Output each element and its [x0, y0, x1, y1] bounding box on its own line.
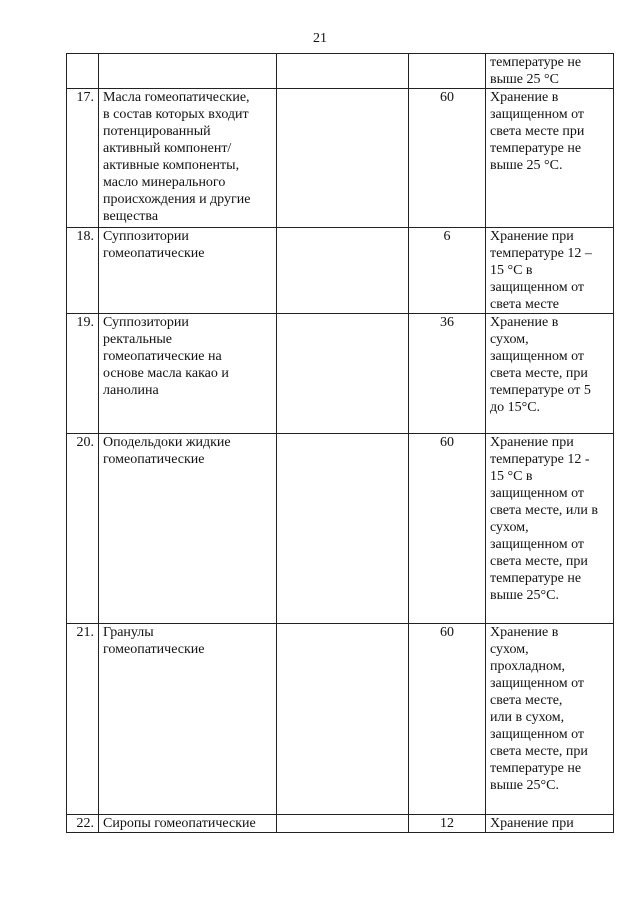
storage-condition: температуре не выше 25 °С	[490, 55, 582, 87]
shelf-life-cell: 60	[409, 434, 486, 624]
storage-conditions-table	[66, 53, 614, 833]
row-number-cell: 22.	[67, 815, 99, 833]
shelf-life-cell: 60	[409, 89, 486, 228]
empty-cell	[277, 54, 409, 89]
shelf-life-cell: 6	[409, 228, 486, 314]
page-number: 21	[313, 31, 327, 46]
shelf-life-cell: 12	[409, 815, 486, 833]
table-row	[67, 54, 614, 89]
storage-condition-cell	[486, 624, 614, 815]
product-name: Масла гомеопатические, в состав которых входит потенцированный активный компонент/ активные компоненты, масло минерального происхождения и другие вещества	[103, 90, 251, 224]
empty-cell	[277, 434, 409, 624]
storage-condition: Хранение при температуре 12 – 15 °С в защищенном от света месте	[490, 229, 592, 312]
storage-condition: Хранение в сухом, прохладном, защищенном от света месте, или в сухом, защищенном от света месте, при температуре не выше 25°С.	[490, 625, 588, 793]
row-number-cell: 21.	[67, 624, 99, 815]
row-number-cell: 18.	[67, 228, 99, 314]
product-name-cell	[99, 314, 277, 434]
storage-condition-cell	[486, 815, 614, 833]
shelf-life-cell	[409, 54, 486, 89]
product-name: Гранулы гомеопатические	[103, 625, 205, 657]
storage-condition-cell	[486, 54, 614, 89]
product-name-cell	[99, 624, 277, 815]
shelf-life-cell: 60	[409, 624, 486, 815]
product-name-cell	[99, 89, 277, 228]
empty-cell	[277, 815, 409, 833]
product-name-cell	[99, 54, 277, 89]
row-number-cell: 17.	[67, 89, 99, 228]
storage-condition-cell	[486, 314, 614, 434]
storage-condition: Хранение при температуре 12 - 15 °С в защищенном от света месте, или в сухом, защищенном от света месте, при температуре не выше 25°С.	[490, 435, 599, 603]
table-row	[67, 314, 614, 434]
product-name-cell	[99, 815, 277, 833]
storage-condition: Хранение в защищенном от света месте при температуре не выше 25 °С.	[490, 90, 585, 173]
empty-cell	[277, 314, 409, 434]
product-name: Суппозитории ректальные гомеопатические на основe масла какао и ланолина	[103, 315, 229, 398]
table-row	[67, 89, 614, 228]
storage-condition-cell	[486, 89, 614, 228]
storage-condition: Хранение в сухом, защищенном от света месте, при температуре от 5 до 15°С.	[490, 315, 591, 415]
product-name: Сиропы гомеопатические	[103, 816, 256, 831]
table-row	[67, 434, 614, 624]
empty-cell	[277, 624, 409, 815]
product-name: Оподельдоки жидкие гомеопатические	[103, 435, 231, 467]
empty-cell	[277, 228, 409, 314]
storage-condition: Хранение при	[490, 816, 574, 831]
product-name-cell	[99, 228, 277, 314]
storage-condition-cell	[486, 434, 614, 624]
product-name-cell	[99, 434, 277, 624]
storage-condition-cell	[486, 228, 614, 314]
table-row	[67, 624, 614, 815]
row-number-cell	[67, 54, 99, 89]
row-number-cell: 19.	[67, 314, 99, 434]
table-row	[67, 228, 614, 314]
empty-cell	[277, 89, 409, 228]
shelf-life-cell: 36	[409, 314, 486, 434]
row-number-cell: 20.	[67, 434, 99, 624]
table-row	[67, 815, 614, 833]
product-name: Суппозитории гомеопатические	[103, 229, 205, 261]
